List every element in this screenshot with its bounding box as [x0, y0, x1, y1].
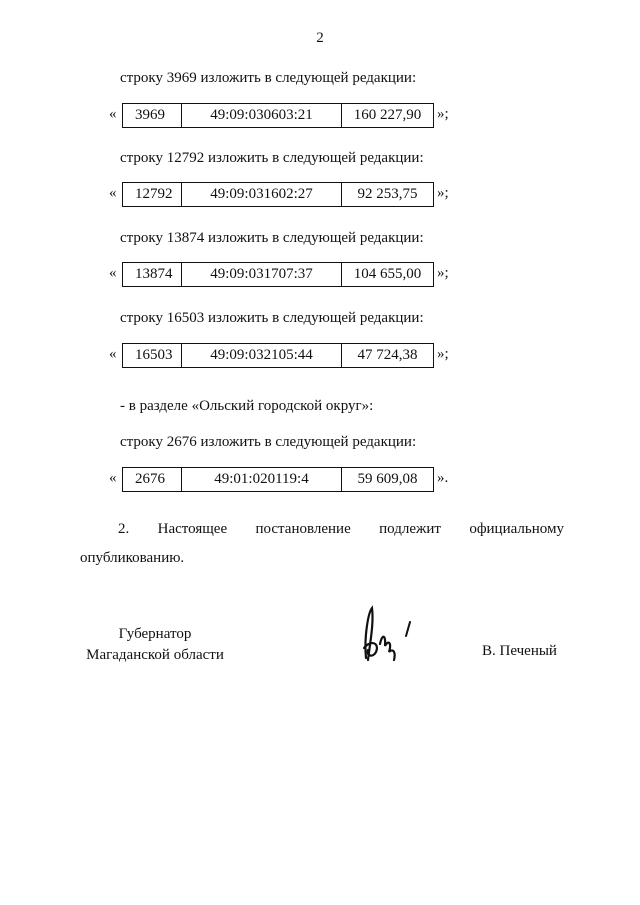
open-quote: « — [109, 185, 117, 201]
value-cell: 104 655,00 — [353, 266, 422, 282]
data-table-row — [122, 182, 434, 207]
data-table-row — [122, 103, 434, 128]
cadastral-number-cell: 49:09:032105:44 — [182, 344, 342, 367]
paragraph-line: опубликованию. — [80, 550, 185, 566]
row-number-cell: 12792 — [123, 183, 182, 206]
paragraph-word: официальному — [469, 521, 564, 537]
section-heading: - в разделе «Ольский городской округ»: — [120, 398, 374, 414]
close-quote: ». — [437, 470, 449, 486]
close-quote: »; — [437, 346, 449, 362]
row-number-cell: 16503 — [123, 344, 182, 367]
paragraph-number: 2. — [118, 521, 130, 537]
row-number-cell: 13874 — [123, 263, 182, 286]
cadastral-number-cell: 49:09:031602:27 — [182, 183, 342, 206]
signatory-title — [80, 624, 230, 666]
paragraph-word: постановление — [255, 521, 351, 537]
amendment-instruction: строку 16503 изложить в следующей редакции: — [120, 310, 424, 326]
data-table-row — [122, 467, 434, 492]
amendment-instruction: строку 12792 изложить в следующей редакции: — [120, 150, 424, 166]
handwritten-signature — [358, 598, 428, 673]
amendment-instruction: строку 13874 изложить в следующей редакции: — [120, 230, 424, 246]
signatory-name: В. Печеный — [482, 643, 557, 659]
value-cell: 92 253,75 — [357, 186, 418, 202]
cadastral-number-cell: 49:09:030603:21 — [182, 104, 342, 127]
value-cell: 160 227,90 — [353, 107, 422, 123]
signatory-title-line: Магаданской области — [86, 647, 224, 663]
cadastral-number-cell: 49:01:020119:4 — [182, 468, 342, 491]
cadastral-number-cell: 49:09:031707:37 — [182, 263, 342, 286]
value-cell: 59 609,08 — [357, 471, 418, 487]
amendment-instruction: строку 3969 изложить в следующей редакции: — [120, 70, 417, 86]
page-number: 2 — [316, 30, 324, 46]
value-cell: 47 724,38 — [357, 347, 418, 363]
paragraph-publication — [80, 515, 564, 573]
close-quote: »; — [437, 106, 449, 122]
paragraph-word: Настоящее — [157, 521, 228, 537]
paragraph-word: подлежит — [379, 521, 441, 537]
data-table-row — [122, 262, 434, 287]
close-quote: »; — [437, 265, 449, 281]
open-quote: « — [109, 470, 117, 486]
data-table-row — [122, 343, 434, 368]
row-number-cell: 3969 — [123, 104, 182, 127]
open-quote: « — [109, 265, 117, 281]
open-quote: « — [109, 346, 117, 362]
open-quote: « — [109, 106, 117, 122]
signatory-title-line: Губернатор — [118, 626, 192, 642]
amendment-instruction: строку 2676 изложить в следующей редакции: — [120, 434, 417, 450]
close-quote: »; — [437, 185, 449, 201]
row-number-cell: 2676 — [123, 468, 182, 491]
paragraph-line — [80, 515, 564, 544]
